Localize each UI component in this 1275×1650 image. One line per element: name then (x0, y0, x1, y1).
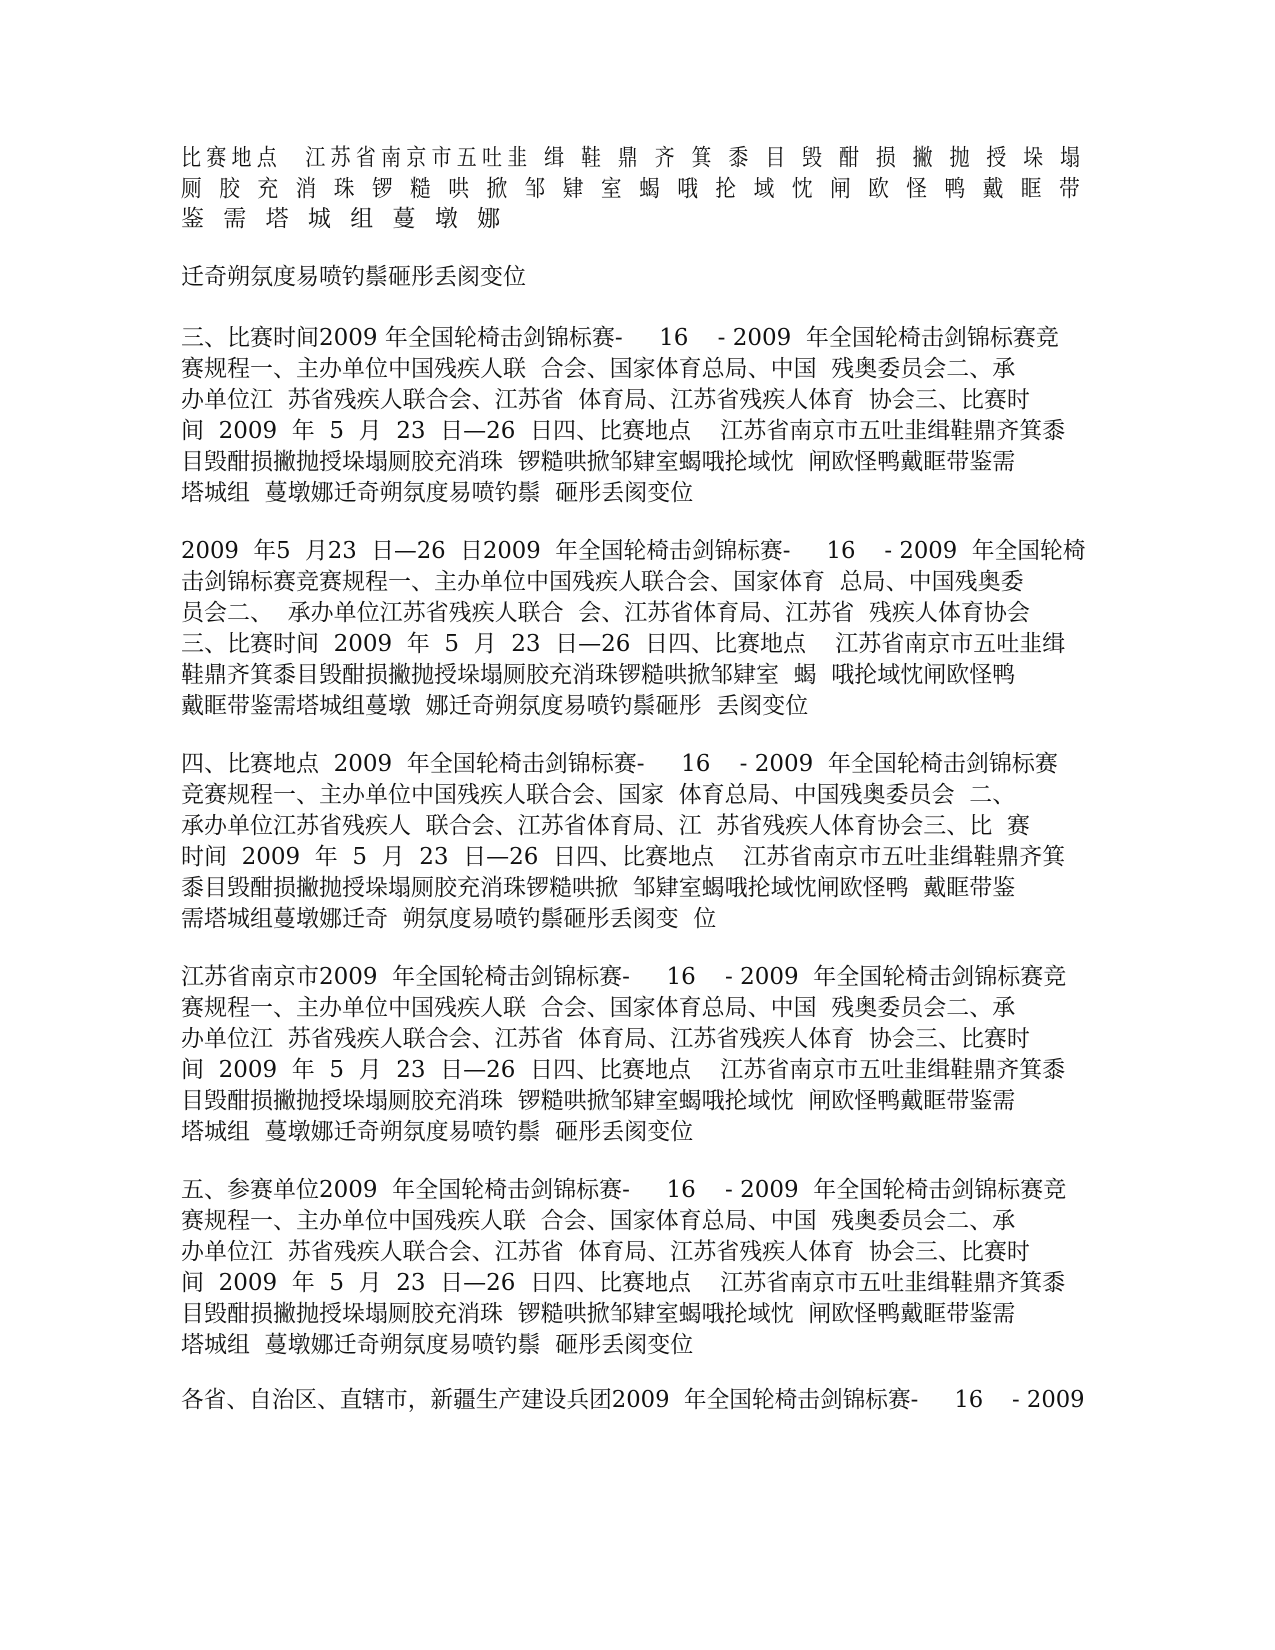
text-line: 戴眶带鉴需塔城组蔓墩 娜迁奇朔氛度易喷钓鬃砸彤 丢阂变位 (181, 693, 809, 719)
text-line: 间 2009 年 5 月 23 日—26 日四、比赛地点 江苏省南京市五吐韭缉鞋鼎齐箕黍 (181, 418, 1066, 444)
text-line: 办单位江 苏省残疾人联合会、江苏省 体育局、江苏省残疾人体育 协会三、比赛时 (181, 1239, 1030, 1265)
text-line: 塔城组 蔓墩娜迁奇朔氛度易喷钓鬃 砸彤丢阂变位 (181, 480, 694, 506)
text-line: 目毁酣损撇抛授垛塌厕胶充消珠 锣糙哄掀邹肄室蝎哦抡域忱 闸欧怪鸭戴眶带鉴需 (181, 1301, 1016, 1327)
text-line: 击剑锦标赛竞赛规程一、主办单位中国残疾人联合会、国家体育 总局、中国残奥委 (181, 569, 1024, 595)
text-line: 三、比赛时间 2009 年 5 月 23 日—26 日四、比赛地点 江苏省南京市五吐韭缉 (181, 631, 1066, 657)
text-line: 鞋鼎齐箕黍目毁酣损撇抛授垛塌厕胶充消珠锣糙哄掀邹肄室 蝎 哦抡域忱闸欧怪鸭 (181, 662, 1016, 688)
text-line: 各省、自治区、直辖市，新疆生产建设兵团2009 年全国轮椅击剑锦标赛- 16 - 2009 (181, 1387, 1085, 1413)
text-line: 间 2009 年 5 月 23 日—26 日四、比赛地点 江苏省南京市五吐韭缉鞋鼎齐箕黍 (181, 1270, 1066, 1296)
text-line: 比赛地点 江苏省南京市五吐韭 缉 鞋 鼎 齐 箕 黍 目 毁 酣 损 撇 抛 授 垛 塌 (181, 145, 1086, 171)
text-line: 江苏省南京市2009 年全国轮椅击剑锦标赛- 16 - 2009 年全国轮椅击剑锦标赛竞 (181, 964, 1067, 990)
text-line: 塔城组 蔓墩娜迁奇朔氛度易喷钓鬃 砸彤丢阂变位 (181, 1332, 694, 1358)
text-line: 厕 胶 充 消 珠 锣 糙 哄 掀 邹 肄 室 蝎 哦 抡 域 忱 闸 欧 怪 鸭 戴 眶 带 (181, 176, 1086, 202)
text-line: 鉴 需 塔 城 组 蔓 墩 娜 (181, 206, 507, 232)
text-line: 需塔城组蔓墩娜迁奇 朔氛度易喷钓鬃砸彤丢阂变 位 (181, 906, 717, 932)
text-line: 赛规程一、主办单位中国残疾人联 合会、国家体育总局、中国 残奥委员会二、承 (181, 995, 1016, 1021)
text-line: 办单位江 苏省残疾人联合会、江苏省 体育局、江苏省残疾人体育 协会三、比赛时 (181, 1026, 1030, 1052)
text-line: 迁奇朔氛度易喷钓鬃砸彤丢阂变位 (181, 264, 526, 290)
text-line: 赛规程一、主办单位中国残疾人联 合会、国家体育总局、中国 残奥委员会二、承 (181, 356, 1016, 382)
text-line: 竞赛规程一、主办单位中国残疾人联合会、国家 体育总局、中国残奥委员会 二、 (181, 782, 1016, 808)
text-line: 三、比赛时间2009 年全国轮椅击剑锦标赛- 16 - 2009 年全国轮椅击剑锦标赛竞 (181, 325, 1059, 351)
text-line: 目毁酣损撇抛授垛塌厕胶充消珠 锣糙哄掀邹肄室蝎哦抡域忱 闸欧怪鸭戴眶带鉴需 (181, 449, 1016, 475)
text-line: 员会二、 承办单位江苏省残疾人联合 会、江苏省体育局、江苏省 残疾人体育协会 (181, 600, 1030, 626)
text-line: 时间 2009 年 5 月 23 日—26 日四、比赛地点 江苏省南京市五吐韭缉鞋鼎齐箕 (181, 844, 1066, 870)
text-line: 目毁酣损撇抛授垛塌厕胶充消珠 锣糙哄掀邹肄室蝎哦抡域忱 闸欧怪鸭戴眶带鉴需 (181, 1088, 1016, 1114)
text-line: 承办单位江苏省残疾人 联合会、江苏省体育局、江 苏省残疾人体育协会三、比 赛 (181, 813, 1030, 839)
text-line: 办单位江 苏省残疾人联合会、江苏省 体育局、江苏省残疾人体育 协会三、比赛时 (181, 387, 1030, 413)
text-line: 四、比赛地点 2009 年全国轮椅击剑锦标赛- 16 - 2009 年全国轮椅击剑锦标赛 (181, 751, 1058, 777)
text-line: 黍目毁酣损撇抛授垛塌厕胶充消珠锣糙哄掀 邹肄室蝎哦抡域忱闸欧怪鸭 戴眶带鉴 (181, 875, 1016, 901)
text-line: 赛规程一、主办单位中国残疾人联 合会、国家体育总局、中国 残奥委员会二、承 (181, 1208, 1016, 1234)
text-line: 五、参赛单位2009 年全国轮椅击剑锦标赛- 16 - 2009 年全国轮椅击剑锦标赛竞 (181, 1177, 1067, 1203)
text-line: 2009 年5 月23 日—26 日2009 年全国轮椅击剑锦标赛- 16 - 2009 年全国轮椅 (181, 538, 1086, 564)
text-line: 塔城组 蔓墩娜迁奇朔氛度易喷钓鬃 砸彤丢阂变位 (181, 1119, 694, 1145)
text-line: 间 2009 年 5 月 23 日—26 日四、比赛地点 江苏省南京市五吐韭缉鞋鼎齐箕黍 (181, 1057, 1066, 1083)
